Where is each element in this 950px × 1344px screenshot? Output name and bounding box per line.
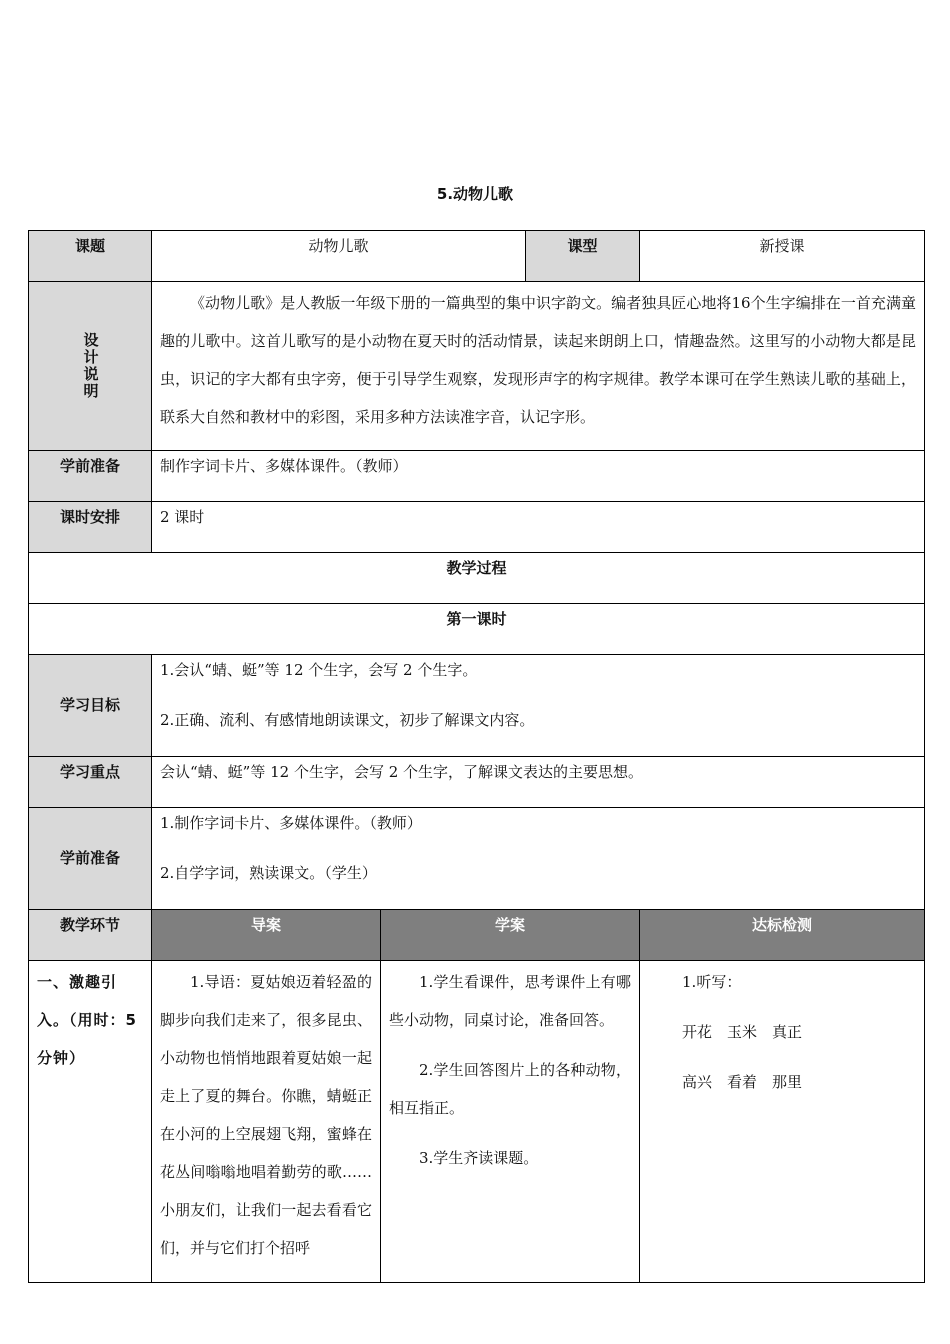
prep2-cell [152,808,925,910]
prep2-row [29,808,925,910]
check-item: 高兴 看着 那里 [682,1073,803,1091]
study-item: 1.学生看课件，思考课件上有哪些小动物，同桌讨论，准备回答。 [389,973,632,1029]
page-title: 5.动物儿歌 [436,185,514,203]
stage-head-cell [29,910,152,961]
topic-row [29,231,925,282]
prep2-label-cell [29,808,152,910]
prep1-value: 制作字词卡片、多媒体课件。（教师） [152,451,925,502]
design-text: 《动物儿歌》是人教版一年级下册的一篇典型的集中识字韵文。编者独具匠心地将16个生字编排在一首充满童趣的儿歌中。这首儿歌写的是小动物在夏天时的活动情景，读起来朗朗上口，情趣盎然。这里写的小动物大都是昆虫，识记的字大都有虫字旁，便于引导学生观察，发现形声字的构字规律。教学本课可在学生熟读儿歌的基础上，联系大自然和教材中的彩图，采用多种方法读准字音，认记字形。 [160,294,917,426]
check-item: 开花 玉米 真正 [682,1023,803,1041]
focus-value: 会认“蜻、蜓”等 12 个生字，会写 2 个生字，了解课文表达的主要思想。 [152,757,925,808]
lesson1-heading-row [29,604,925,655]
study-head: 学案 [381,910,640,961]
goals-label-cell [29,655,152,757]
guide-cell [152,961,381,1283]
stage-cell [29,961,152,1283]
lesson-plan-table [28,230,925,1283]
type-label: 课型 [567,237,598,255]
goal-item: 1.会认“蜻、蜓”等 12 个生字，会写 2 个生字。 [160,661,478,679]
study-item: 3.学生齐读课题。 [419,1149,539,1167]
schedule-row [29,502,925,553]
prep1-row [29,451,925,502]
design-row [29,282,925,451]
goals-row [29,655,925,757]
prep1-label: 学前准备 [59,457,120,475]
process-heading: 教学过程 [29,553,925,604]
table-head-row [29,910,925,961]
schedule-label-cell [29,502,152,553]
process-heading-row [29,553,925,604]
goals-label: 学习目标 [59,696,120,714]
guide-head: 导案 [152,910,381,961]
study-cell [381,961,640,1283]
guide-text: 1.导语：夏姑娘迈着轻盈的脚步向我们走来了，很多昆虫、小动物也悄悄地跟着夏姑娘一起走上了夏的舞台。你瞧，蜻蜓正在小河的上空展翅飞翔，蜜蜂在花丛间嗡嗡地唱着勤劳的歌……小朋友们，让我们一起去看看它们，并与它们打个招呼 [160,973,372,1257]
stage-head: 教学环节 [59,916,120,934]
schedule-label: 课时安排 [59,508,120,526]
type-label-cell [526,231,640,282]
stage-text: 一、激趣引入。（用时：5分钟） [37,973,137,1067]
check-cell [640,961,925,1283]
type-value: 新授课 [640,231,925,282]
check-head: 达标检测 [640,910,925,961]
focus-row [29,757,925,808]
design-label: 设计说明 [81,332,100,400]
topic-value: 动物儿歌 [152,231,526,282]
design-label-cell [29,282,152,451]
study-item: 2.学生回答图片上的各种动物，相互指正。 [389,1061,632,1117]
focus-label: 学习重点 [59,763,120,781]
schedule-value: 2 课时 [152,502,925,553]
goals-cell [152,655,925,757]
goal-item: 2.正确、流利、有感情地朗读课文，初步了解课文内容。 [160,711,535,729]
topic-label: 课题 [74,237,105,255]
prep2-label: 学前准备 [59,849,120,867]
focus-label-cell [29,757,152,808]
prep1-label-cell [29,451,152,502]
prep2-item: 1.制作字词卡片、多媒体课件。（教师） [160,814,422,832]
lesson1-heading: 第一课时 [29,604,925,655]
topic-label-cell [29,231,152,282]
prep2-item: 2.自学字词，熟读课文。（学生） [160,864,377,882]
check-item: 1.听写： [682,973,742,991]
intro-row [29,961,925,1283]
design-text-cell [152,282,925,451]
